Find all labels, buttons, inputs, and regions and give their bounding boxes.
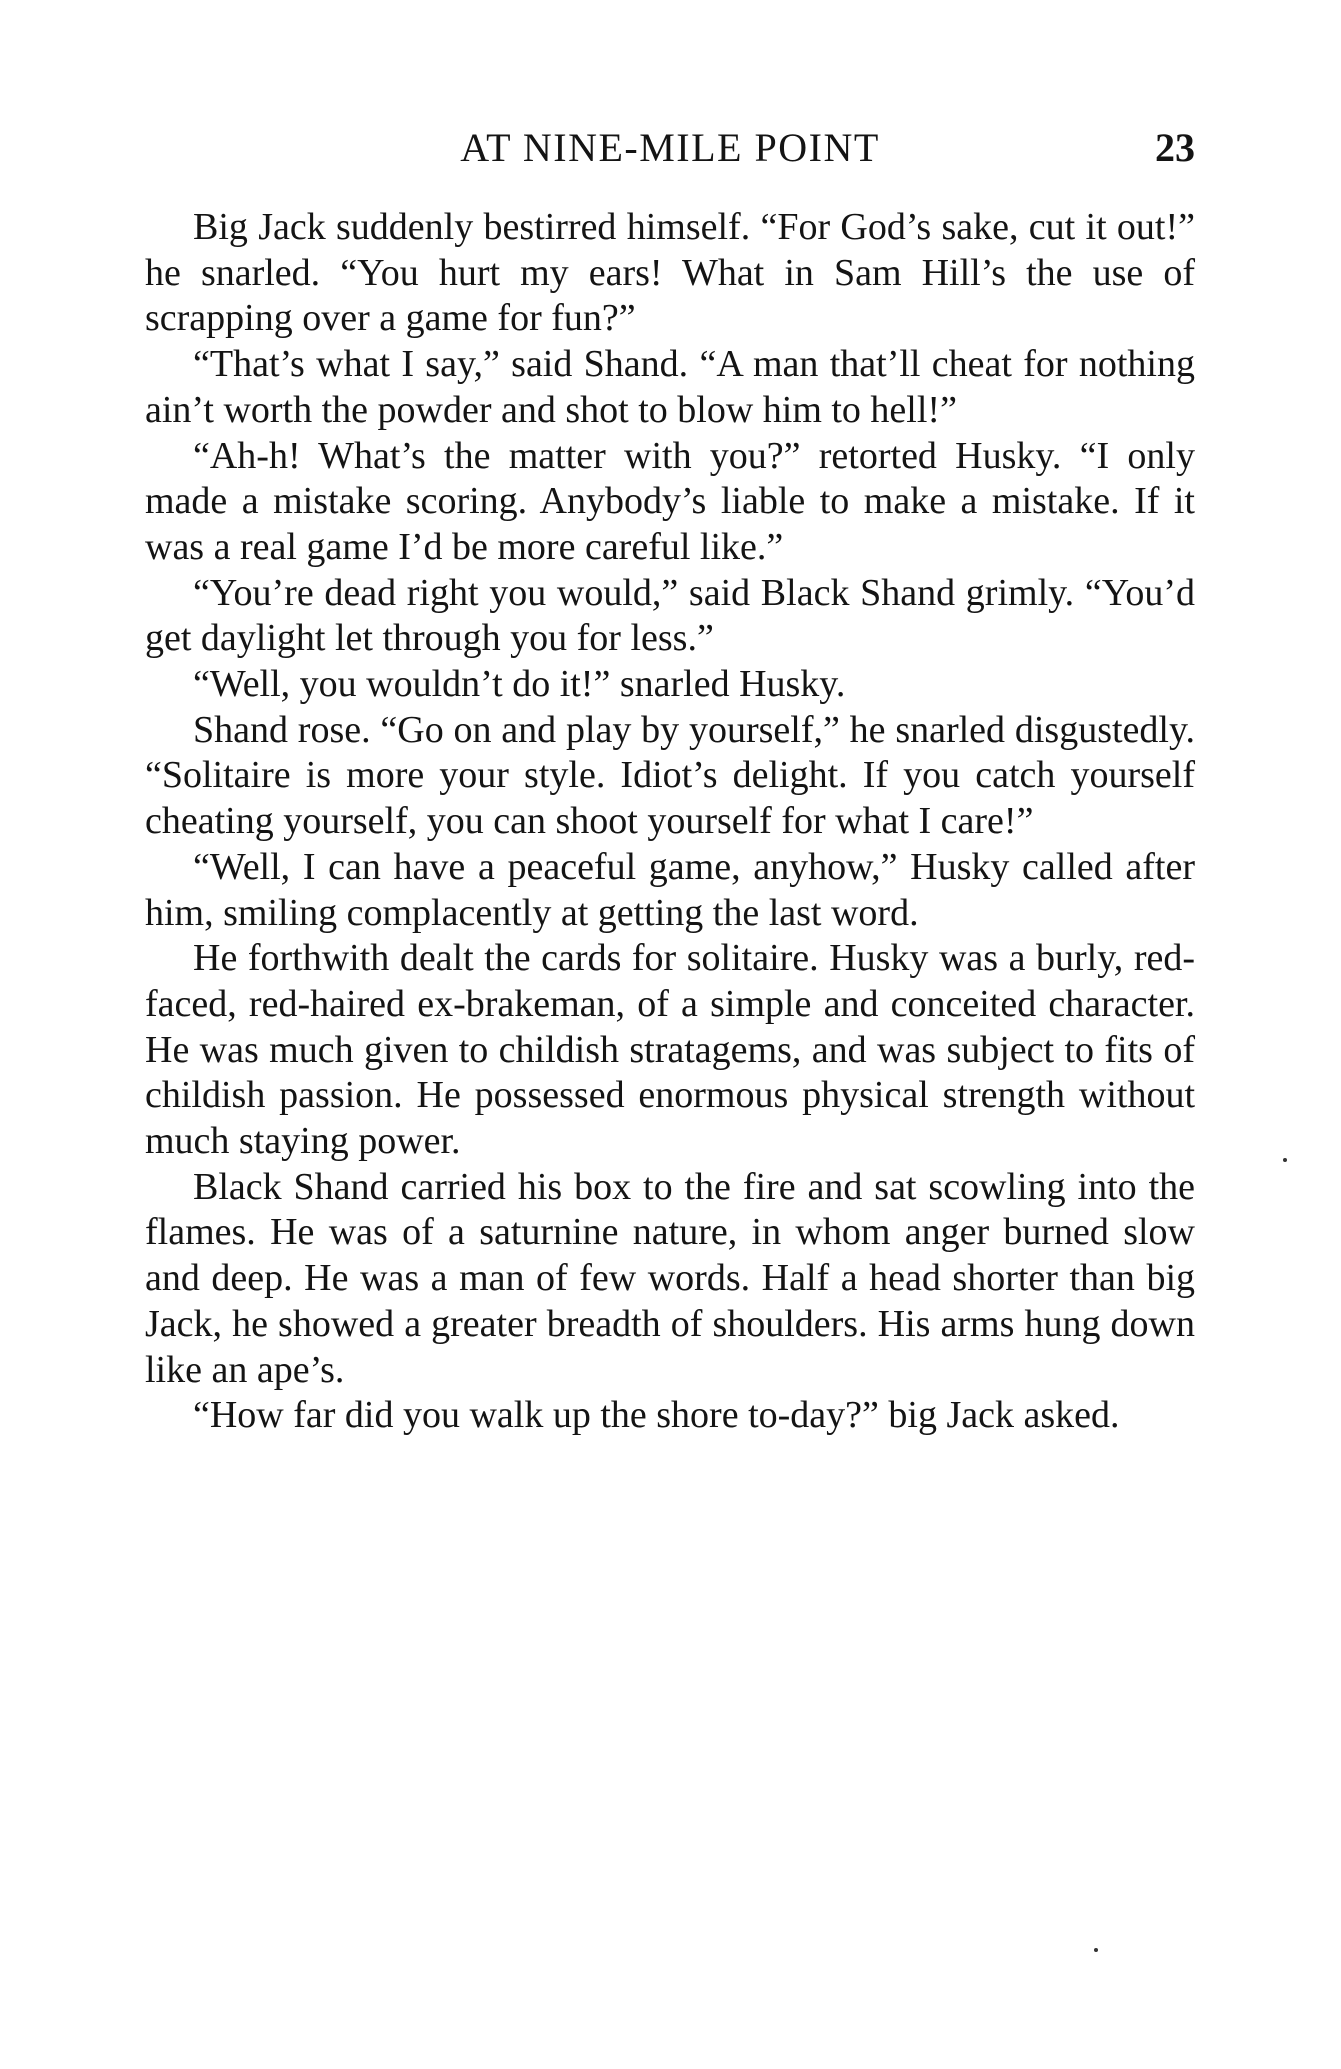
running-head <box>145 118 1195 178</box>
paragraph: “Well, you wouldn’t do it!” snarled Husky. <box>193 663 846 706</box>
page-number: 23 <box>1155 125 1195 170</box>
paragraph: “Ah-h! What’s the matter with you?” retorted Husky. “I only made a mistake scoring. Anybody’s liable to make a mistake. If it was a real game I’d be more careful like.” <box>145 434 1195 568</box>
paragraph: “Well, I can have a peaceful game, anyhow,” Husky called after him, smiling complacently at getting the last word. <box>145 845 1195 934</box>
paragraph: “How far did you walk up the shore to-day?” big Jack asked. <box>193 1394 1120 1437</box>
paragraph: He forthwith dealt the cards for solitaire. Husky was a burly, red-faced, red-haired ex-brakeman, of a simple and conceited character. He was much given to childish stratagems, and was subject to fits of childish passion. He possessed enormous physical strength without much staying power. <box>145 937 1195 1163</box>
print-speck <box>1283 1158 1287 1162</box>
body-text <box>145 205 1195 1439</box>
paragraph: “That’s what I say,” said Shand. “A man that’ll cheat for nothing ain’t worth the powder and shot to blow him to hell!” <box>145 343 1195 431</box>
paragraph: Black Shand carried his box to the fire and sat scowling into the flames. He was of a saturnine nature, in whom anger burned slow and deep. He was a man of few words. Half a head shorter than big Jack, he showed a greater breadth of shoulders. His arms hung down like an ape’s. <box>145 1165 1195 1391</box>
paragraph: Big Jack suddenly bestirred himself. “For God’s sake, cut it out!” he snarled. “You hurt my ears! What in Sam Hill’s the use of scrapping over a game for fun?” <box>145 206 1195 340</box>
paragraph: Shand rose. “Go on and play by yourself,” he snarled disgustedly. “Solitaire is more your style. Idiot’s delight. If you catch yourself cheating yourself, you can shoot yourself for what I care!” <box>145 708 1195 843</box>
paragraph: “You’re dead right you would,” said Black Shand grimly. “You’d get daylight let through you for less.” <box>145 571 1195 660</box>
print-speck <box>1094 1948 1098 1952</box>
running-title: AT NINE-MILE POINT <box>460 125 880 170</box>
